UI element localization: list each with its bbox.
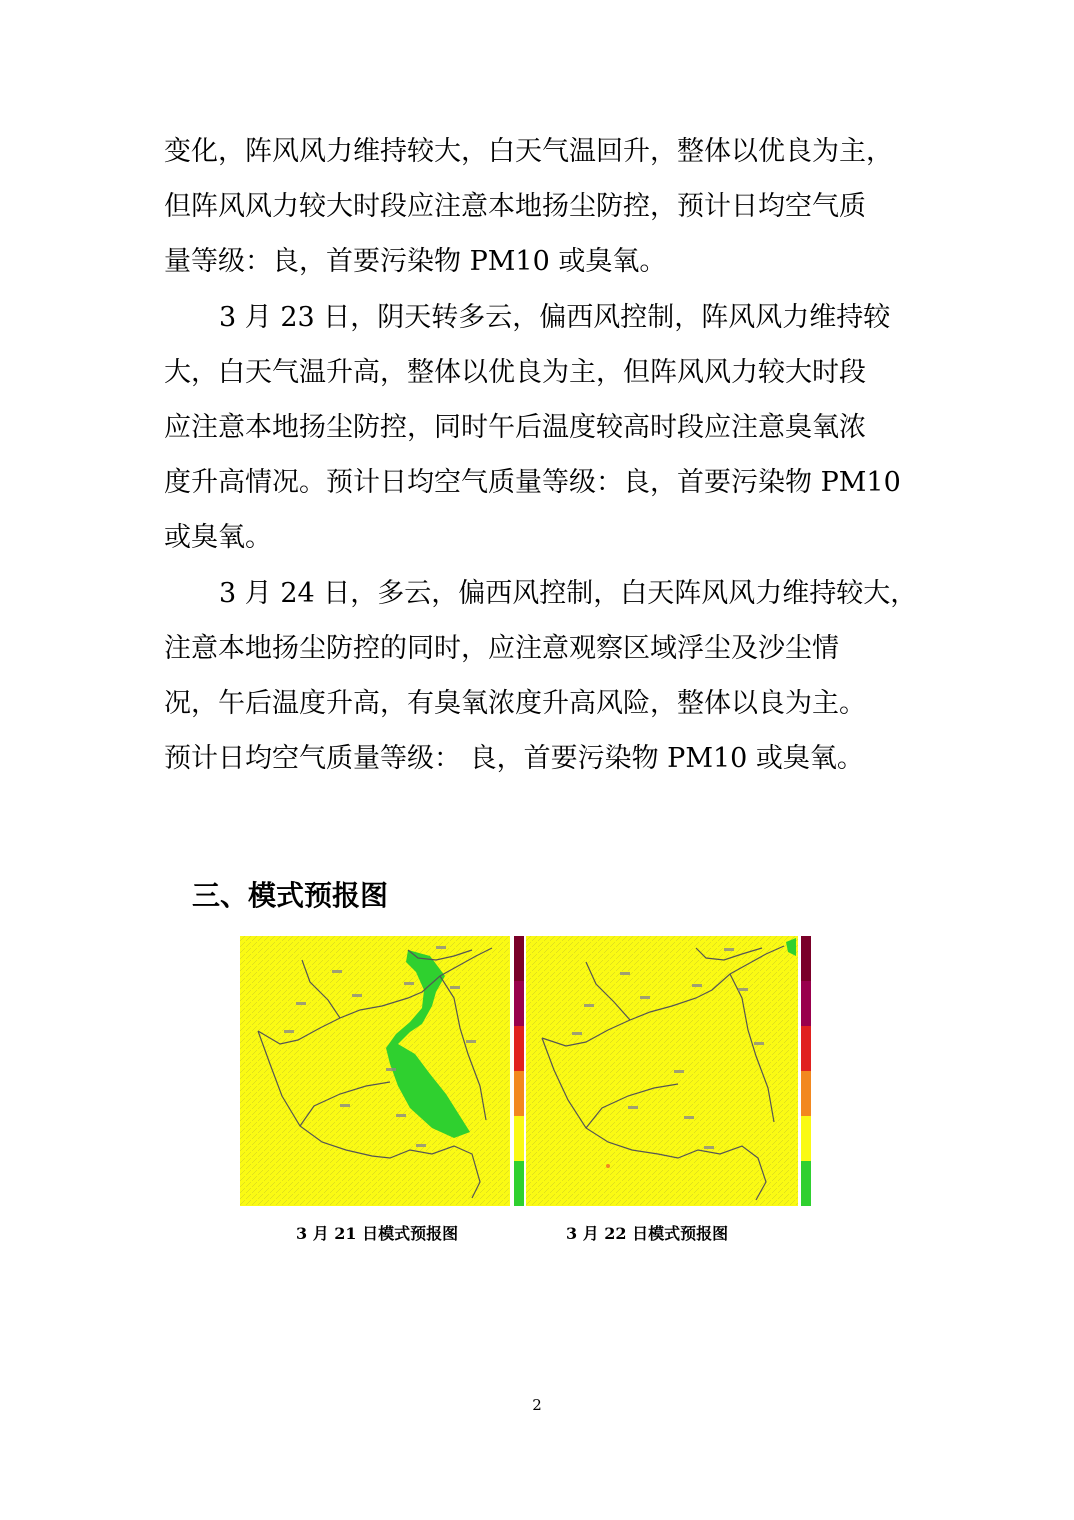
text-line: 预计日均空气质量等级： 良，首要污染物 PM10 或臭氧。	[164, 743, 864, 774]
forecast-map-mar21	[240, 936, 510, 1206]
text-line: 度升高情况。预计日均空气质量等级：良，首要污染物 PM10	[164, 467, 901, 498]
color-legend-1	[514, 936, 524, 1206]
color-legend-2	[801, 936, 811, 1206]
paragraph-mar24	[164, 566, 918, 786]
text-line: 应注意本地扬尘防控，同时午后温度较高时段应注意臭氧浓	[164, 412, 866, 443]
forecast-map-mar22-image	[526, 936, 798, 1206]
text-line: 量等级：良，首要污染物 PM10 或臭氧。	[164, 246, 667, 277]
text-line: 但阵风风力较大时段应注意本地扬尘防控，预计日均空气质	[164, 191, 866, 222]
text-line: 况，午后温度升高，有臭氧浓度升高风险，整体以良为主。	[164, 688, 866, 719]
legend-segment	[514, 936, 524, 981]
paragraph-mar23	[164, 290, 914, 565]
text-line: 注意本地扬尘防控的同时，应注意观察区域浮尘及沙尘情	[164, 633, 839, 664]
legend-segment	[801, 981, 811, 1026]
paragraph-mar22	[164, 124, 914, 289]
legend-segment	[514, 1116, 524, 1161]
figure-caption-mar21: 3 月 21 日模式预报图	[296, 1224, 459, 1243]
text-line: 3 月 23 日，阴天转多云，偏西风控制，阵风风力维持较	[219, 302, 891, 333]
page-number: 2	[532, 1396, 542, 1414]
legend-segment	[801, 936, 811, 981]
text-line: 3 月 24 日，多云，偏西风控制，白天阵风风力维持较大，	[219, 578, 918, 609]
legend-segment	[801, 1071, 811, 1116]
legend-segment	[514, 1071, 524, 1116]
section-title: 三、模式预报图	[192, 879, 389, 912]
text-line: 变化，阵风风力维持较大，白天气温回升，整体以优良为主，	[164, 136, 893, 167]
legend-segment	[514, 1161, 524, 1206]
text-line: 或臭氧。	[164, 522, 272, 553]
figure-caption-mar22: 3 月 22 日模式预报图	[566, 1224, 729, 1243]
legend-segment	[801, 1026, 811, 1071]
light-pollution-spot	[606, 1164, 610, 1168]
legend-segment	[801, 1116, 811, 1161]
text-line: 大，白天气温升高，整体以优良为主，但阵风风力较大时段	[164, 357, 866, 388]
forecast-map-mar22	[526, 936, 798, 1206]
forecast-map-mar21-image	[240, 936, 510, 1206]
legend-segment	[514, 981, 524, 1026]
legend-segment	[514, 1026, 524, 1071]
legend-segment	[801, 1161, 811, 1206]
